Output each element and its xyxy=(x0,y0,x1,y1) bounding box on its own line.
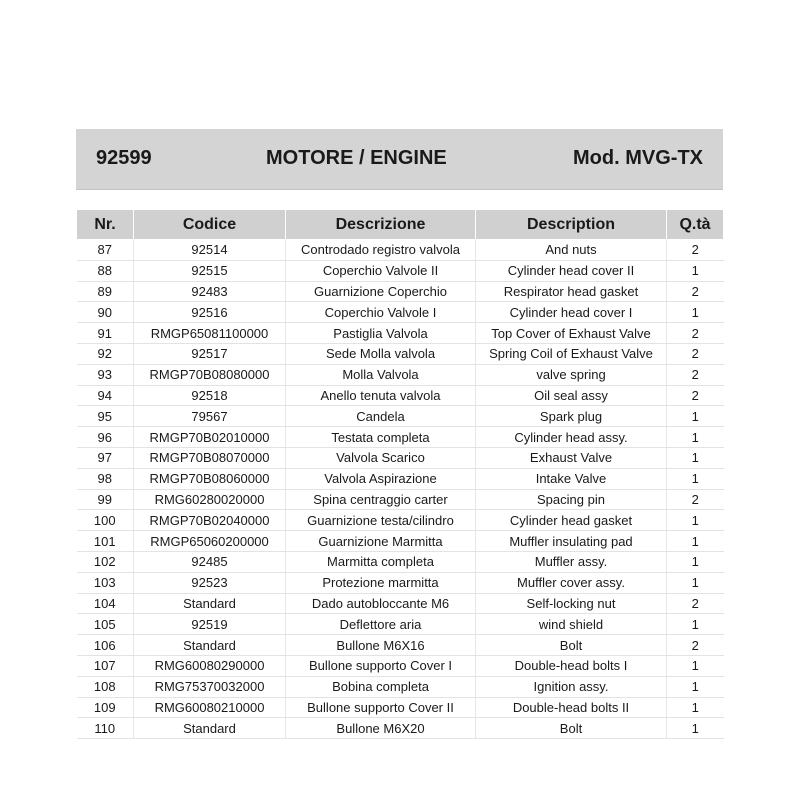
header-title: MOTORE / ENGINE xyxy=(266,147,447,169)
cell-nr: 96 xyxy=(77,427,134,448)
cell-code: 92485 xyxy=(134,551,286,572)
table-row xyxy=(77,593,724,614)
cell-nr: 89 xyxy=(77,281,134,302)
cell-qty: 1 xyxy=(667,510,724,531)
table-row xyxy=(77,240,724,261)
cell-code: RMGP70B08060000 xyxy=(134,468,286,489)
cell-qty: 2 xyxy=(667,343,724,364)
column-header-qty: Q.tà xyxy=(667,210,724,240)
cell-descrizione: Anello tenuta valvola xyxy=(286,385,476,406)
table-row xyxy=(77,260,724,281)
cell-qty: 2 xyxy=(667,240,724,261)
table-row xyxy=(77,302,724,323)
cell-description: Muffler assy. xyxy=(476,551,667,572)
header-code: 92599 xyxy=(96,147,152,169)
cell-qty: 1 xyxy=(667,655,724,676)
table-row xyxy=(77,676,724,697)
table-row xyxy=(77,364,724,385)
cell-code: 92516 xyxy=(134,302,286,323)
column-header-nr: Nr. xyxy=(77,210,134,240)
cell-qty: 2 xyxy=(667,364,724,385)
cell-nr: 110 xyxy=(77,718,134,739)
cell-nr: 87 xyxy=(77,240,134,261)
cell-code: RMGP70B08080000 xyxy=(134,364,286,385)
table-header-row xyxy=(77,210,724,240)
cell-description: Muffler cover assy. xyxy=(476,572,667,593)
cell-nr: 101 xyxy=(77,531,134,552)
cell-nr: 102 xyxy=(77,551,134,572)
cell-qty: 2 xyxy=(667,281,724,302)
cell-descrizione: Controdado registro valvola xyxy=(286,240,476,261)
table-row xyxy=(77,385,724,406)
cell-code: Standard xyxy=(134,593,286,614)
cell-nr: 103 xyxy=(77,572,134,593)
cell-code: 92519 xyxy=(134,614,286,635)
cell-nr: 97 xyxy=(77,447,134,468)
cell-qty: 1 xyxy=(667,302,724,323)
table-row xyxy=(77,510,724,531)
parts-table-container xyxy=(76,209,723,736)
column-header-code: Codice xyxy=(134,210,286,240)
cell-descrizione: Bobina completa xyxy=(286,676,476,697)
cell-nr: 95 xyxy=(77,406,134,427)
cell-description: Double-head bolts II xyxy=(476,697,667,718)
cell-description: Muffler insulating pad xyxy=(476,531,667,552)
cell-code: 92514 xyxy=(134,240,286,261)
cell-nr: 106 xyxy=(77,635,134,656)
table-row xyxy=(77,427,724,448)
cell-description: Cylinder head assy. xyxy=(476,427,667,448)
cell-qty: 1 xyxy=(667,718,724,739)
cell-descrizione: Coperchio Valvole II xyxy=(286,260,476,281)
cell-description: Double-head bolts I xyxy=(476,655,667,676)
table-body xyxy=(77,240,724,739)
column-header-description: Description xyxy=(476,210,667,240)
cell-code: 92523 xyxy=(134,572,286,593)
table-row xyxy=(77,572,724,593)
cell-code: RMG75370032000 xyxy=(134,676,286,697)
cell-nr: 108 xyxy=(77,676,134,697)
cell-descrizione: Deflettore aria xyxy=(286,614,476,635)
cell-code: 92517 xyxy=(134,343,286,364)
table-row xyxy=(77,468,724,489)
cell-description: Bolt xyxy=(476,718,667,739)
header-model: Mod. MVG-TX xyxy=(573,147,703,169)
cell-description: Respirator head gasket xyxy=(476,281,667,302)
cell-descrizione: Marmitta completa xyxy=(286,551,476,572)
cell-descrizione: Coperchio Valvole I xyxy=(286,302,476,323)
cell-descrizione: Guarnizione testa/cilindro xyxy=(286,510,476,531)
cell-code: RMGP70B08070000 xyxy=(134,447,286,468)
cell-code: RMGP70B02040000 xyxy=(134,510,286,531)
cell-code: 92483 xyxy=(134,281,286,302)
cell-code: Standard xyxy=(134,718,286,739)
cell-description: wind shield xyxy=(476,614,667,635)
cell-descrizione: Dado autobloccante M6 xyxy=(286,593,476,614)
cell-nr: 91 xyxy=(77,323,134,344)
cell-descrizione: Valvola Aspirazione xyxy=(286,468,476,489)
cell-description: Spark plug xyxy=(476,406,667,427)
table-row xyxy=(77,531,724,552)
cell-qty: 1 xyxy=(667,676,724,697)
cell-description: Spacing pin xyxy=(476,489,667,510)
cell-descrizione: Molla Valvola xyxy=(286,364,476,385)
table-row xyxy=(77,323,724,344)
cell-description: Bolt xyxy=(476,635,667,656)
cell-code: RMGP65081100000 xyxy=(134,323,286,344)
cell-qty: 2 xyxy=(667,593,724,614)
cell-descrizione: Pastiglia Valvola xyxy=(286,323,476,344)
cell-code: RMG60080290000 xyxy=(134,655,286,676)
cell-code: RMGP70B02010000 xyxy=(134,427,286,448)
table-row xyxy=(77,614,724,635)
cell-descrizione: Bullone supporto Cover II xyxy=(286,697,476,718)
cell-descrizione: Bullone M6X20 xyxy=(286,718,476,739)
table-row xyxy=(77,489,724,510)
cell-nr: 88 xyxy=(77,260,134,281)
cell-descrizione: Bullone M6X16 xyxy=(286,635,476,656)
cell-nr: 104 xyxy=(77,593,134,614)
cell-qty: 1 xyxy=(667,468,724,489)
cell-description: Self-locking nut xyxy=(476,593,667,614)
cell-description: Intake Valve xyxy=(476,468,667,489)
cell-qty: 1 xyxy=(667,551,724,572)
cell-code: RMG60080210000 xyxy=(134,697,286,718)
cell-nr: 98 xyxy=(77,468,134,489)
table-row xyxy=(77,635,724,656)
table-row xyxy=(77,447,724,468)
cell-qty: 1 xyxy=(667,572,724,593)
cell-qty: 1 xyxy=(667,614,724,635)
table-row xyxy=(77,697,724,718)
cell-description: Top Cover of Exhaust Valve xyxy=(476,323,667,344)
cell-description: Spring Coil of Exhaust Valve xyxy=(476,343,667,364)
cell-nr: 99 xyxy=(77,489,134,510)
table-row xyxy=(77,281,724,302)
table-row xyxy=(77,655,724,676)
cell-code: 92515 xyxy=(134,260,286,281)
cell-description: Cylinder head cover I xyxy=(476,302,667,323)
cell-nr: 92 xyxy=(77,343,134,364)
cell-nr: 105 xyxy=(77,614,134,635)
cell-nr: 90 xyxy=(77,302,134,323)
cell-description: Oil seal assy xyxy=(476,385,667,406)
cell-description: Cylinder head cover II xyxy=(476,260,667,281)
cell-qty: 2 xyxy=(667,323,724,344)
cell-description: And nuts xyxy=(476,240,667,261)
cell-nr: 93 xyxy=(77,364,134,385)
cell-qty: 1 xyxy=(667,447,724,468)
column-header-descrizione: Descrizione xyxy=(286,210,476,240)
cell-qty: 1 xyxy=(667,406,724,427)
cell-qty: 2 xyxy=(667,635,724,656)
cell-qty: 1 xyxy=(667,427,724,448)
parts-table xyxy=(76,209,724,739)
cell-descrizione: Valvola Scarico xyxy=(286,447,476,468)
table-row xyxy=(77,718,724,739)
cell-description: Cylinder head gasket xyxy=(476,510,667,531)
table-row xyxy=(77,551,724,572)
cell-description: Ignition assy. xyxy=(476,676,667,697)
table-row xyxy=(77,406,724,427)
cell-qty: 1 xyxy=(667,697,724,718)
cell-nr: 109 xyxy=(77,697,134,718)
cell-code: RMG60280020000 xyxy=(134,489,286,510)
cell-descrizione: Guarnizione Coperchio xyxy=(286,281,476,302)
cell-code: 92518 xyxy=(134,385,286,406)
cell-description: valve spring xyxy=(476,364,667,385)
page-header xyxy=(76,129,723,190)
cell-qty: 1 xyxy=(667,260,724,281)
cell-descrizione: Testata completa xyxy=(286,427,476,448)
cell-code: RMGP65060200000 xyxy=(134,531,286,552)
cell-nr: 107 xyxy=(77,655,134,676)
cell-descrizione: Spina centraggio carter xyxy=(286,489,476,510)
cell-nr: 100 xyxy=(77,510,134,531)
cell-descrizione: Bullone supporto Cover I xyxy=(286,655,476,676)
table-row xyxy=(77,343,724,364)
cell-code: 79567 xyxy=(134,406,286,427)
cell-descrizione: Guarnizione Marmitta xyxy=(286,531,476,552)
cell-descrizione: Candela xyxy=(286,406,476,427)
cell-nr: 94 xyxy=(77,385,134,406)
cell-descrizione: Sede Molla valvola xyxy=(286,343,476,364)
cell-qty: 2 xyxy=(667,385,724,406)
cell-qty: 1 xyxy=(667,531,724,552)
cell-code: Standard xyxy=(134,635,286,656)
cell-descrizione: Protezione marmitta xyxy=(286,572,476,593)
cell-description: Exhaust Valve xyxy=(476,447,667,468)
cell-qty: 2 xyxy=(667,489,724,510)
